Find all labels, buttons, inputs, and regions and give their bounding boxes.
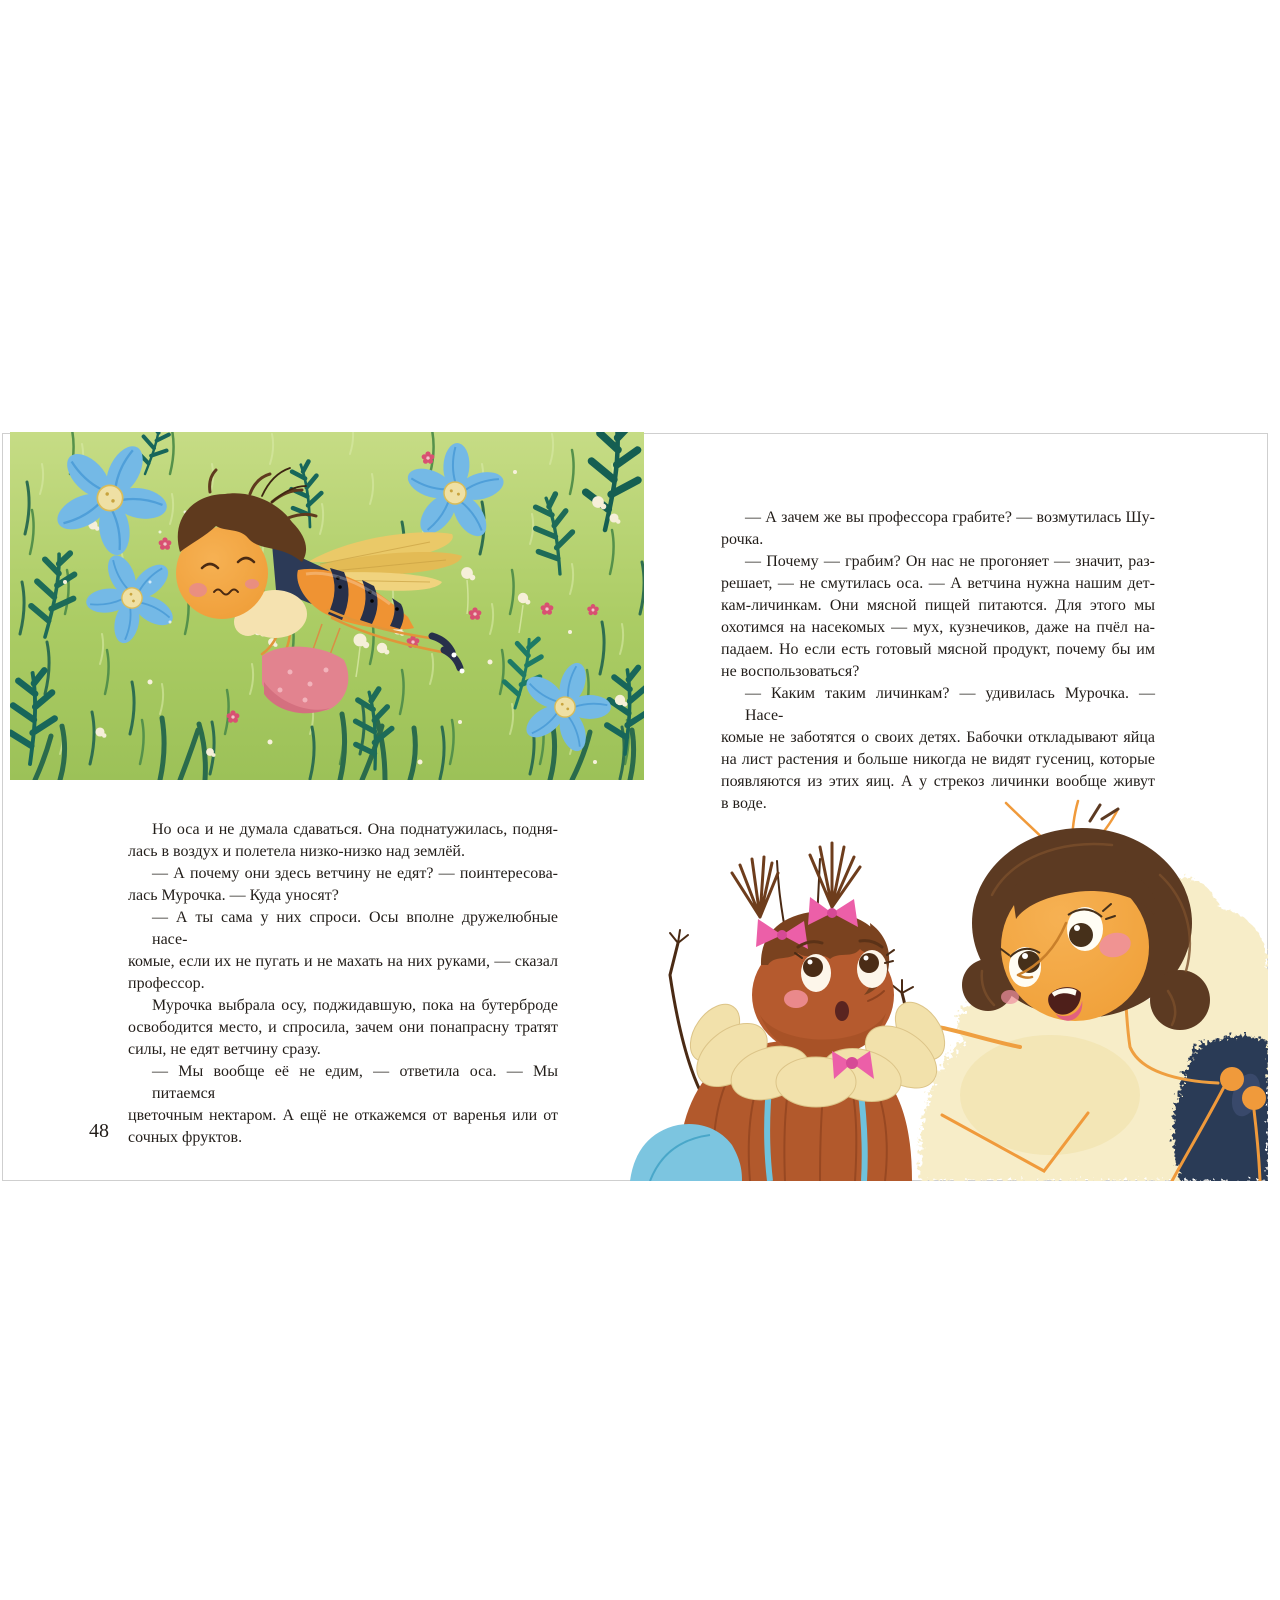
- text-line: цветочным нектаром. А ещё не откажемся от варенья или от: [128, 1107, 558, 1124]
- ant-hair-tufts: [732, 843, 860, 917]
- text-line: — А почему они здесь ветчину не едят? — поинтересова-: [152, 865, 558, 882]
- text-line: комые, если их не пугать и не махать на них руками, — сказал: [128, 953, 558, 970]
- meadow-wasp-illustration: [10, 432, 644, 780]
- text-line: — А зачем же вы профессора грабите? — возмутилась Шу-: [745, 509, 1155, 526]
- text-line: Но оса и не думала сдаваться. Она поднатужилась, подня-: [152, 821, 558, 838]
- text-line: профессор.: [128, 975, 205, 992]
- ant-mouth: [835, 1001, 849, 1021]
- text-line: падаем. Но если есть готовый мясной продукт, почему бы им: [721, 641, 1155, 658]
- text-line: комые не заботятся о своих детях. Бабочки откладывают яйца: [721, 729, 1155, 746]
- text-line: лась в воздух и полетела низко-низко над землёй.: [128, 843, 465, 860]
- paragraph: [721, 551, 1155, 683]
- text-line: Мурочка выбрала осу, поджидавшую, пока на бутерброде: [152, 997, 558, 1014]
- text-line: не воспользоваться?: [721, 663, 860, 680]
- right-page-text: [721, 507, 1155, 815]
- left-page-text: [128, 819, 558, 1149]
- text-line: освободится место, и спросила, зачем они понапрасну тратят: [128, 1019, 558, 1036]
- jacket-button: [1242, 1086, 1266, 1110]
- paragraph: [128, 1061, 558, 1149]
- text-line: лась Мурочка. — Куда уносят?: [128, 887, 339, 904]
- text-line: решает, — не смутилась оса. — А ветчина нужна нашим дет-: [721, 575, 1155, 592]
- paragraph: [721, 507, 1155, 551]
- text-line: в воде.: [721, 795, 767, 812]
- text-line: кам-личинкам. Они мясной пищей питаются. Для этого мы: [721, 597, 1155, 614]
- text-line: рочка.: [721, 531, 764, 548]
- text-line: сочных фруктов.: [128, 1129, 243, 1146]
- text-line: — Мы вообще её не едим, — ответила оса. — Мы питаемся: [152, 1063, 558, 1102]
- page-number: 48: [89, 1120, 109, 1142]
- paragraph: [128, 995, 558, 1061]
- text-line: на лист растения и больше никогда не видят гусениц, которые: [721, 751, 1155, 768]
- wasp-lady-cheek: [1001, 990, 1019, 1004]
- text-line: — А ты сама у них спроси. Осы вполне дружелюбные насе-: [152, 909, 558, 948]
- text-line: силы, не едят ветчину сразу.: [128, 1041, 321, 1058]
- paragraph: [128, 819, 558, 863]
- paragraph: [128, 907, 558, 995]
- wasp-lady-character: [920, 801, 1268, 1181]
- ant-and-wasp-illustration: [620, 795, 1268, 1181]
- ant-cheek: [784, 990, 808, 1008]
- text-line: — Каким таким личинкам? — удивилась Мурочка. — Насе-: [745, 685, 1155, 724]
- text-line: появляются из этих яиц. А у стрекоз личинки вообще живут: [721, 773, 1155, 790]
- ant-girl-character: [630, 843, 955, 1181]
- text-line: охотимся на насекомых — мух, кузнечиков, даже на пчёл на-: [721, 619, 1155, 636]
- paragraph: [128, 863, 558, 907]
- text-line: — Почему — грабим? Он нас не прогоняет — значит, раз-: [745, 553, 1155, 570]
